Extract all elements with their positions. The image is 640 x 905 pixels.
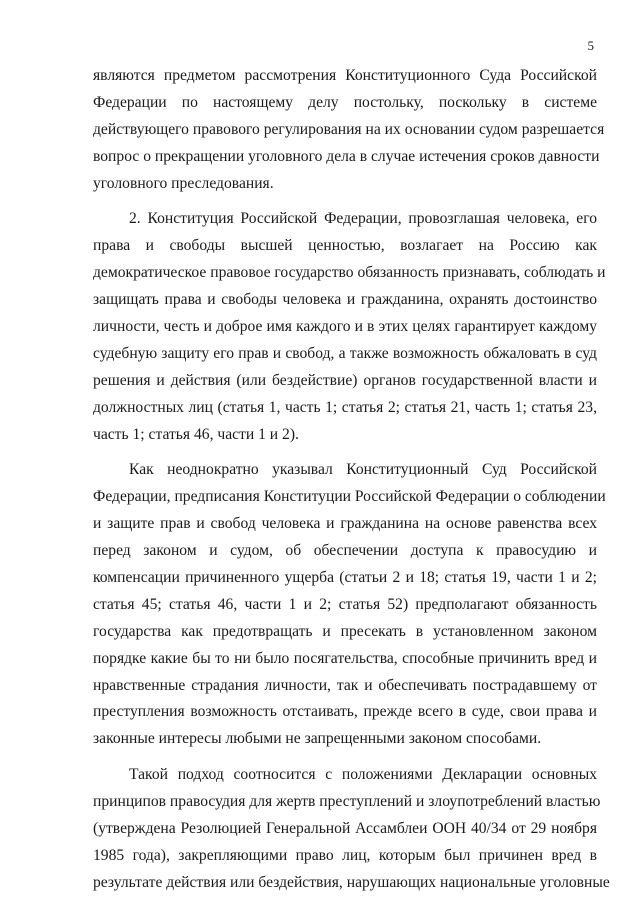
text-line: 1985 года), закрепляющими право лиц, которым был причинен вред в bbox=[93, 846, 597, 864]
text-line: защищать права и свободы человека и гражданина, охранять достоинство bbox=[93, 291, 597, 309]
text-line: компенсации причиненного ущерба (статьи 2 и 18; статья 19, части 1 и 2; bbox=[93, 569, 597, 587]
text-line: государства как предотвращать и пресекать в установленном законом bbox=[93, 622, 597, 640]
text-line: являются предметом рассмотрения Конституционного Суда Российской bbox=[93, 67, 597, 84]
document-body bbox=[93, 63, 610, 897]
text-line: права и свободы высшей ценностью, возлагает на Россию как bbox=[93, 237, 597, 255]
text-line: и защите прав и свобод человека и гражданина на основе равенства всех bbox=[93, 515, 597, 533]
text-line: результате действия или бездействия, нарушающих национальные уголовные bbox=[93, 873, 610, 891]
text-line: судебную защиту его прав и свобод, а также возможность обжаловать в суд bbox=[93, 344, 597, 362]
paragraph-2 bbox=[93, 206, 606, 448]
paragraph-3 bbox=[93, 457, 606, 753]
text-line: уголовного преследования. bbox=[93, 174, 274, 192]
text-line: 2. Конституция Российской Федерации, провозглашая человека, его bbox=[129, 210, 597, 228]
text-line: решения и действия (или бездействие) органов государственной власти и bbox=[93, 371, 597, 389]
paragraph-4 bbox=[93, 762, 610, 896]
text-line: преступления возможность отстаивать, прежде всего в суде, свои права и bbox=[93, 703, 597, 721]
text-line: порядке какие бы то ни было посягательства, способные причинить вред и bbox=[93, 649, 597, 667]
text-line: часть 1; статья 46, части 1 и 2). bbox=[93, 425, 299, 443]
text-line: должностных лиц (статья 1, часть 1; статья 2; статья 21, часть 1; статья 23, bbox=[93, 398, 597, 416]
text-line: статья 45; статья 46, части 1 и 2; статья 52) предполагают обязанность bbox=[93, 595, 597, 613]
text-line: действующего правового регулирования на их основании судом разрешается bbox=[93, 120, 605, 138]
text-line: Федерации по настоящему делу постольку, поскольку в системе bbox=[93, 93, 597, 111]
page-number: 5 bbox=[587, 38, 594, 53]
text-line: перед законом и судом, об обеспечении доступа к правосудию и bbox=[93, 542, 597, 560]
paragraph-gap bbox=[93, 448, 597, 457]
paragraph-gap bbox=[93, 197, 597, 206]
text-line: законные интересы любыми не запрещенными законом способами. bbox=[93, 730, 542, 748]
text-line: вопрос о прекращении уголовного дела в случае истечения сроков давности bbox=[93, 147, 600, 165]
text-line: (утверждена Резолюцией Генеральной Ассамблеи ООН 40/34 от 29 ноября bbox=[93, 820, 597, 838]
paragraph-gap bbox=[93, 753, 597, 762]
text-line: Как неоднократно указывал Конституционный Суд Российской bbox=[129, 461, 597, 479]
text-line: нравственные страдания личности, так и обеспечивать пострадавшему от bbox=[93, 676, 597, 694]
text-line: демократическое правовое государство обязанность признавать, соблюдать и bbox=[93, 264, 606, 282]
text-line: личности, честь и доброе имя каждого и в этих целях гарантирует каждому bbox=[93, 318, 597, 336]
text-line: Федерации, предписания Конституции Российской Федерации о соблюдении bbox=[93, 488, 606, 506]
text-line: Такой подход соотносится с положениями Декларации основных bbox=[129, 766, 597, 784]
paragraph-1 bbox=[93, 63, 605, 197]
text-line: принципов правосудия для жертв преступлений и злоупотреблений властью bbox=[93, 793, 601, 811]
